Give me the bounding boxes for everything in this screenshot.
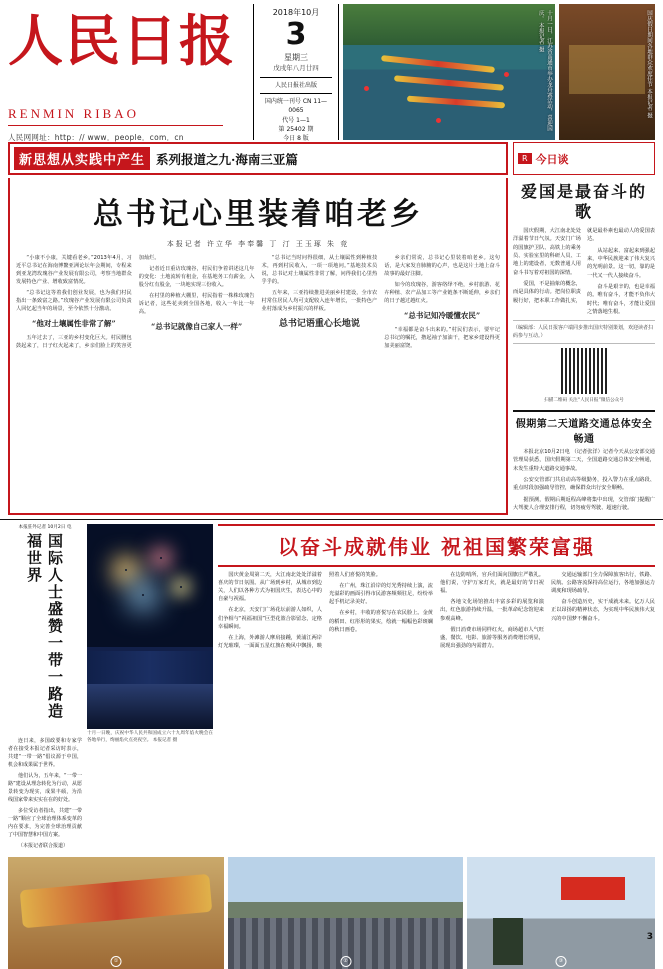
masthead-rule: [8, 125, 223, 126]
photo-caption-2: 国庆假日期间各地群众欢度佳节 本报记者 摄: [646, 10, 652, 118]
national-flag: [561, 877, 625, 899]
paragraph: 公安交管部门共启动高等级勤务，投入警力在重点路段、重点时段加强疏导管控，确保群众出行安全顺畅。: [513, 476, 655, 492]
opinion-title: 爱国是最奋斗的歌: [520, 182, 647, 221]
paragraph: 本报北京10月2日电 （记者张洋）记者今天从公安部交通管理局获悉，国庆假期第二天，全国道路交通总体安全畅通，未发生重特大道路交通事故。: [513, 449, 655, 472]
fireworks-caption: 十月一日晚，庆祝中华人民共和国成立六十九周年焰火晚会在各地举行，绚丽焰火点亮夜空。 本报记者 摄: [87, 731, 213, 744]
opinion-column: [513, 178, 655, 515]
paragraph: 假日消费市场同样红火。商场超市人气旺盛，餐饮、电影、旅游等服务消费增长明显，展现出强劲的内需潜力。: [440, 626, 544, 649]
lead-article: [8, 178, 508, 515]
celebration-article: [218, 524, 655, 853]
main-content: [0, 178, 663, 515]
secondary-body: [513, 448, 655, 512]
paragraph: 从站起来、富起来到强起来，中华民族迎来了伟大复兴的光明前景。这一切，靠的是一代又一代人接续奋斗。: [587, 247, 655, 279]
masthead-logo: [8, 4, 253, 140]
newspaper-title: 人民日报: [8, 8, 237, 73]
date-divider: [260, 77, 332, 78]
series-subtitle: 系列报道之九·海南三亚篇: [156, 151, 298, 167]
paragraph: 乡亲们常说，总书记心里装着咱老乡。这句话，是大家发自肺腑的心声，也是这片土地上奋斗故事的最好注脚。: [384, 255, 500, 278]
paragraph: 各地文化场馆推出丰富多彩的展览和演出，红色旅游持续升温，一批革命纪念馆迎来参观高峰。: [440, 599, 544, 622]
dragon-dance-photo: [8, 857, 224, 969]
belt-body: [8, 737, 82, 850]
today-talk-banner: [513, 142, 655, 175]
website-line: 人民网网址：http：// www．people．com．cn: [8, 132, 184, 142]
photo-number: ②: [340, 956, 351, 967]
newspaper-pinyin: RENMIN RIBAO: [8, 105, 139, 121]
dragon-boat-photo: [343, 4, 555, 140]
paragraph: “总书记这等着我们创业发展，也为我们村民指出一条致富之路。”玫瑰谷产业发展有限公司负责人回忆起当年的场景，至今依然十分激动。: [16, 290, 132, 313]
city-skyline: [87, 651, 213, 684]
belt-and-road-article: [8, 524, 82, 853]
date-lunar: 戊戌年八月廿四: [273, 64, 319, 72]
date-gregorian: 2018年10月: [272, 8, 320, 17]
paragraph: 如今的玫瑰谷，游客络绎不绝，乡村旅游、花卉种植、农产品加工等产业链条不断延伸，乡亲们的日子越过越红火。: [384, 282, 500, 305]
subhead: 总书记语重心长地说: [278, 319, 360, 330]
series-tag: 新思想从实践中产生: [14, 147, 150, 170]
editor-note: （编辑部：人民日报客户端同步推出国庆特别策划，欢迎读者扫码参与互动。）: [513, 320, 655, 344]
celebration-body: [218, 571, 655, 650]
photo-number: ①: [111, 956, 122, 967]
paragraph: 在广州，珠江沿岸的灯光秀持续上演，流光溢彩的画面引得市民游客频频驻足，纷纷举起手机记录美好。: [329, 583, 433, 606]
issue-line-3: 今日 8 版: [283, 135, 309, 143]
date-day: 3: [285, 17, 307, 52]
paragraph: 在边防哨所，官兵们面向国旗庄严敬礼。他们说，守护万家灯火，就是最好的节日祝福。: [440, 572, 544, 595]
series-banner: [8, 142, 508, 175]
paragraph: 五年来，三亚持续推进美丽乡村建设，全市农村常住居民人均可支配收入连年增长，一批特色产业村落成为乡村振兴的样板。: [261, 290, 378, 313]
flag-ceremony-photo: [467, 857, 655, 969]
belt-headline: 国际人士盛赞一带一路造福世界: [25, 533, 64, 721]
qr-code-icon[interactable]: [561, 348, 607, 394]
paragraph: 在乡村，丰收的喜悦写在农民脸上。金黄的稻田、红彤彤的果实，绘就一幅幅色彩斑斓的秋日画卷。: [329, 610, 433, 633]
issue-line-0: 国内统一刊号 CN 11—0065: [264, 98, 328, 115]
banner-row: [0, 142, 663, 175]
date-weekday: 星期三: [284, 53, 308, 62]
fireworks-photo: [87, 524, 213, 729]
paragraph: 他们认为，五年来，“一带一路”建设从理念转化为行动，从愿景转变为现实，成果丰硕，为沿线国家带来实实在在的好处。: [8, 773, 82, 804]
soldier-figure: [493, 918, 523, 965]
subhead: “总书记就像自己家人一样”: [151, 322, 243, 332]
paragraph: 奋斗创造历史，实干成就未来。亿万人民正以昂扬的精神状态，为实现中华民族伟大复兴的中国梦不懈奋斗。: [551, 599, 655, 622]
paragraph: 多位受访者指出，共建“一带一路”顺应了全球治理体系变革的内在要求，为完善全球治理贡献了中国智慧和中国方案。: [8, 808, 82, 839]
paragraph: 在上海，外滩游人摩肩接踵，黄浦江两岸灯光璀璨，一面面五星红旗在晚风中飘扬，映照着人们喜悦的笑脸。: [218, 572, 381, 649]
page-number: 3: [646, 932, 653, 942]
column-label: 今日谈: [535, 152, 569, 166]
photo-caption: 十月一日，江苏省南通市举办龙舟赛活动，喜迎国庆。 本报记者 摄: [537, 10, 552, 131]
photo-highlight: [569, 45, 646, 94]
date-divider-2: [260, 93, 332, 94]
lower-section: [0, 519, 663, 853]
paragraph: 据预测，假期后期返程高峰将集中出现，交管部门提醒广大驾驶人合理安排行程，切勿疲劳驾驶、超速行驶。: [513, 496, 655, 511]
paragraph: 国庆假期，大江南北处处洋溢着节日气氛。天安门广场的国旗护卫队、高铁上的乘务员、实验室里的科研人员、工地上的建设者，无数普通人用奋斗书写着对祖国的深情。: [513, 228, 581, 276]
paragraph: “幸福都是奋斗出来的。”村民们表示，要牢记总书记的嘱托，撸起袖子加油干，把家乡建设得更加美丽富饶。: [384, 327, 500, 350]
paragraph: 奋斗是艰辛的，也是幸福的。唯有奋斗，才能不负伟大时代；唯有奋斗，才能让爱国之情落地生根。: [587, 283, 655, 315]
buoy: [364, 86, 369, 91]
subhead: “他对土壤属性非常了解”: [32, 319, 116, 329]
page-title: 总书记心里装着咱老乡: [93, 197, 423, 232]
photo-row: [0, 857, 663, 969]
paragraph: （本报记者联合报道）: [18, 843, 69, 850]
lead-body: [16, 254, 500, 350]
paragraph: 在村里的种植大棚里，村民指着一株株玫瑰告诉记者，这些花卖到全国各地，收入一年比一年高。: [138, 293, 255, 316]
paragraph: 爱国，不是抽象的概念，而是具体的行动。把岗位职责履行好，把本职工作做扎实，就是最朴素也最动人的爱国表达。: [513, 228, 655, 304]
paragraph: 交通运输部门全力保障旅客出行，铁路、民航、公路客流保持高位运行，各地加强运力调度和现场疏导。: [551, 572, 655, 595]
water-reflection: [87, 684, 213, 729]
paragraph: “小康不小康，关键看老乡。”2013年4月，习近平总书记在海南博鳌亚洲论坛年会期间，专程来到亚龙湾玫瑰谷产业发展有限公司，考察当地群众发展特色产业、增收致富情况。: [16, 255, 132, 286]
divider: [513, 410, 655, 412]
issue-line-1: 代号 1—1: [282, 116, 310, 124]
festival-photo: [559, 4, 655, 140]
secondary-headline: 假期第二天道路交通总体安全畅通: [515, 419, 653, 446]
paragraph: “总书记当时问得很细，从土壤属性到种植技术，再到村民收入，一项一项地问。”基地技术员说，总书记对土壤属性非常了解，问得我们心里热乎乎的。: [261, 255, 378, 286]
river-bank: [343, 4, 555, 45]
subhead: “总书记知冷暖懂农民”: [404, 311, 481, 321]
qr-caption: 扫描二维码 关注“人民日报”微信公众号: [544, 398, 624, 404]
crowd-photo: [228, 857, 463, 969]
paragraph: 记者近日重访玫瑰谷，村民们争着讲述这几年的变化：土地流转有租金，在基地务工有薪金，入股分红有股金，一块地实现三份收入。: [138, 266, 255, 289]
celebration-headline: 以奋斗成就伟业 祝祖国繁荣富强: [218, 524, 655, 567]
issue-line-2: 第 25402 期: [278, 125, 314, 133]
paragraph: 连日来，多国政要和专家学者在接受本报记者采访时表示，共建“一带一路”倡议源于中国，机会和成果属于世界。: [8, 738, 82, 769]
belt-byline: 本报驻外记者 10月2日 电: [18, 525, 72, 531]
fireworks-block: [87, 524, 213, 853]
byline: 本报记者 许立华 李奉馨 丁 汀 王玉琢 朱 竞: [166, 240, 350, 248]
opinion-body: [513, 227, 655, 316]
date-block: [253, 4, 339, 143]
paragraph: 国庆黄金周第二天，大江南北处处洋溢着喜庆的节日氛围。从广场到乡村，从城市到边关，人们以各种方式为祖国庆生，表达心中的自豪与祝福。: [218, 572, 322, 603]
paragraph: 五年过去了，三亚的乡村变化巨大。村民腰包鼓起来了，日子红火起来了，乡亲们脸上的笑容更加灿烂。: [16, 255, 160, 350]
column-chip-icon: R: [518, 153, 532, 164]
masthead: [0, 0, 663, 143]
publisher: 人民日报社出版: [274, 81, 317, 89]
photo-number: ③: [556, 956, 567, 967]
paragraph: 在北京，天安门广场花坛前游人如织，人们争相与“祝福祖国”巨型花篮合影留念，定格幸福瞬间。: [218, 607, 322, 630]
